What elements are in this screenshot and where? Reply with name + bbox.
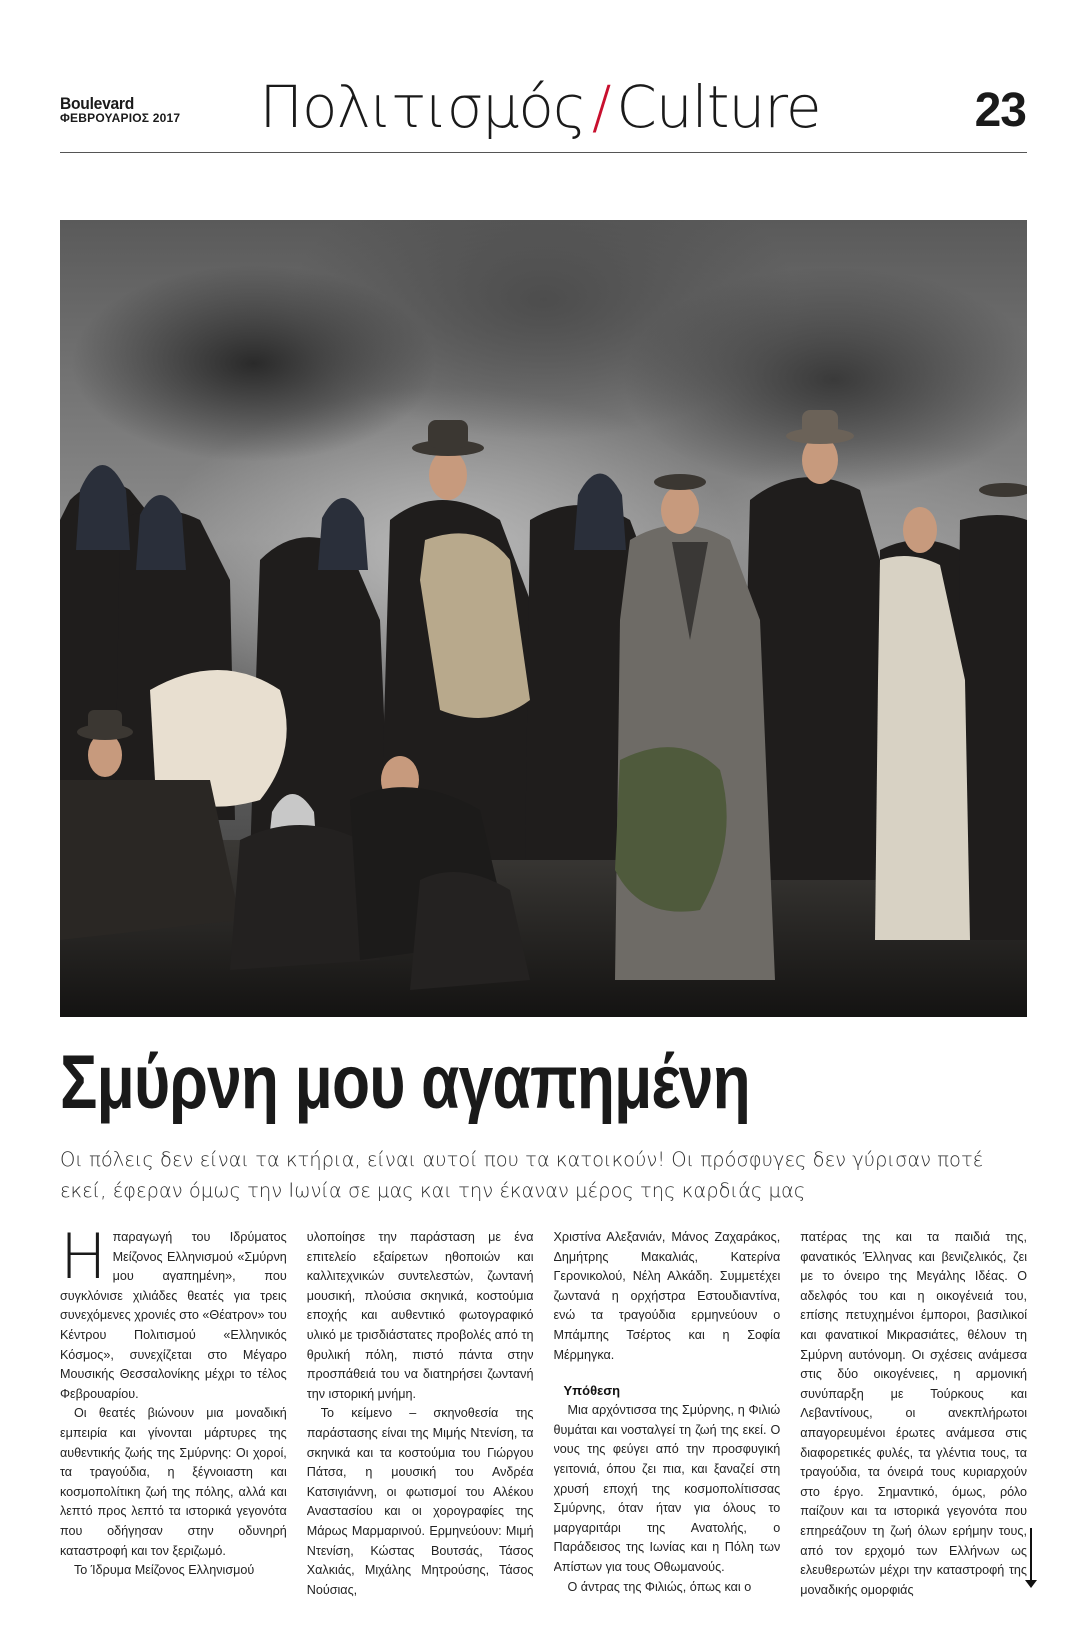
body-paragraph: Μια αρχόντισσα της Σμύρνης, η Φιλιώ θυμάται και νοσταλγεί τη ζωή της εκεί. Ο νους της φεύγει από την προσφυγική γειτονιά, όπου ζει πια, και ξαναζεί στη χρυσή εποχή της κοσμοπολίτισσας Σμύρνης, όταν ήταν για όλους το μαργαριτάρι της Ανατολής, ο Παράδεισος της Ιωνίας και η Πόλη των Απίστων για τους Οθωμανούς. bbox=[553, 1403, 781, 1574]
body-paragraph: Χριστίνα Αλεξανιάν, Μάνος Ζαχαράκος, Δημήτρης Μακαλιάς, Κατερίνα Γερονικολού, Νέλη Αλκάδη. Συμμετέχει ζωντανά η ορχήστρα Εστουδιαντίνα, ενώ τα τραγούδια ερμηνεύουν ο Μπάμπης Τσέρτος και η Σοφία Μέρμηγκα. bbox=[553, 1230, 781, 1362]
header-divider bbox=[60, 152, 1027, 153]
body-paragraph: Το Ίδρυμα Μείζονος Ελληνισμού bbox=[74, 1563, 255, 1578]
article-lede: Οι πόλεις δεν είναι τα κτήρια, είναι αυτοί που τα κατοικούν! Οι πρόσφυγες δεν γύρισαν ποτέ εκεί, έφεραν όμως την Ιωνία σε μας και την έκαναν μέρος της καρδιάς μας bbox=[60, 1148, 984, 1202]
page-number: 23 bbox=[974, 84, 1026, 137]
body-paragraph: Ο άντρας της Φιλιώς, όπως και ο bbox=[567, 1579, 752, 1594]
article-headline: Σμύρνη μου αγαπημένη bbox=[60, 1040, 750, 1125]
body-column-2 bbox=[307, 1228, 534, 1620]
section-title bbox=[0, 72, 1080, 142]
article-body bbox=[60, 1228, 1027, 1620]
body-paragraph: υλοποίησε την παράσταση με ένα επιτελείο εξαίρετων ηθοποιών και καλλιτεχνικών συντελεστών, ζωντανή μουσική, πλούσια σκηνικά, κοστούμια εποχής και αυθεντικό φωτογραφικό υλικό με τρισδιάστατες προβολές από τη θρυλική πόλη, πιστό πάντα στην προσπάθειά του να διατηρήσει ζωντανή την ιστορική μνήμη. bbox=[306, 1230, 534, 1401]
body-paragraph: Οι θεατές βιώνουν μια μοναδική εμπειρία και γίνονται μάρτυρες της αυθεντικής ζωής της Σμύρνης: Οι χοροί, τα τραγούδια, η ξέγνοιαστη και κοσμοπολίτικη ζωή της πόλης, αλλά και λεπτό προς λεπτό τα ιστορικά γεγονότα που οδήγησαν στην οδυνηρή καταστροφή και τον ξεριζωμό. bbox=[60, 1406, 287, 1558]
section-title-english: Culture bbox=[616, 73, 821, 141]
photo-group-of-refugees-icon bbox=[60, 220, 1027, 1017]
body-paragraph: Το κείμενο – σκηνοθεσία της παράστασης είναι της Μιμής Ντενίση, τα σκηνικά και τα κοστούμια του Γιώργου Πάτσα, η μουσική του Ανδρέα Κατσιγιάννη, οι φωτισμοί του Αλέκου Αναστασίου και οι χορογραφίες της Μάρως Μαρμαρινού. Ερμηνεύουν: Μιμή Ντενίση, Κώστας Βουτσάς, Τάσος Χαλκιάς, Μιχάλης Μητρούσης, Τάσος Νούσιας, bbox=[306, 1406, 534, 1597]
body-column-3 bbox=[554, 1228, 781, 1620]
section-separator: / bbox=[591, 73, 611, 141]
publication-name: Boulevard bbox=[60, 94, 135, 113]
drop-cap: Η bbox=[60, 1228, 107, 1293]
issue-date: ΦΕΒΡΟΥΑΡΙΟΣ 2017 bbox=[60, 111, 181, 125]
body-column-4 bbox=[800, 1228, 1027, 1620]
body-column-1 bbox=[60, 1228, 287, 1620]
section-title-greek: Πολιτισμός bbox=[259, 73, 586, 141]
article-photo bbox=[60, 220, 1027, 1017]
continue-arrow-icon bbox=[1026, 1528, 1036, 1590]
body-paragraph: πατέρας της και τα παιδιά της, φανατικός Έλληνας και βενιζελικός, ζει με το όνειρο της Μεγάλης Ιδέας. Ο αδελφός του και η οικογένειά του, επίσης πετυχημένοι έμποροι, βασιλικοί και φανατικοί Μικρασιάτες, θέλουν τη Σμύρνη αυτόνομη. Οι σχέσεις ανάμεσα στις δύο οικογένειες, η αρμονική συνύπαρξη με Τούρκους και Λεβαντίνους, οι ανεκπλήρωτοι απαγορευμένοι έρωτες ανάμεσα στις διαφορετικές φυλές, τα γλέντια τους, τα τραγούδια, τα όνειρά τους κυριαρχούν στο έργο. Σημαντικό, όμως, ρόλο παίζουν και τα ιστορικά γεγονότα που επηρεάζουν τη ζωή όλων ερήμην τους, από τον ερχομό των Ελλήνων ως ελευθερωτών μέχρι την καταστροφή της μοναδικής ομορφιάς bbox=[800, 1230, 1027, 1597]
section-subheading: Υπόθεση bbox=[563, 1383, 621, 1399]
body-paragraph: παραγωγή του Ιδρύματος Μείζονος Ελληνισμού «Σμύρνη μου αγαπημένη», που συγκλόνισε χιλιάδες θεατές για τρεις συνεχόμενες χρονιές στο «Θέατρον» του Κέντρου Πολιτισμού «Ελληνικός Κόσμος», συνεχίζεται στο Μέγαρο Μουσικής Θεσσαλονίκης μέχρι το τέλος Φεβρουαρίου. bbox=[60, 1230, 287, 1401]
